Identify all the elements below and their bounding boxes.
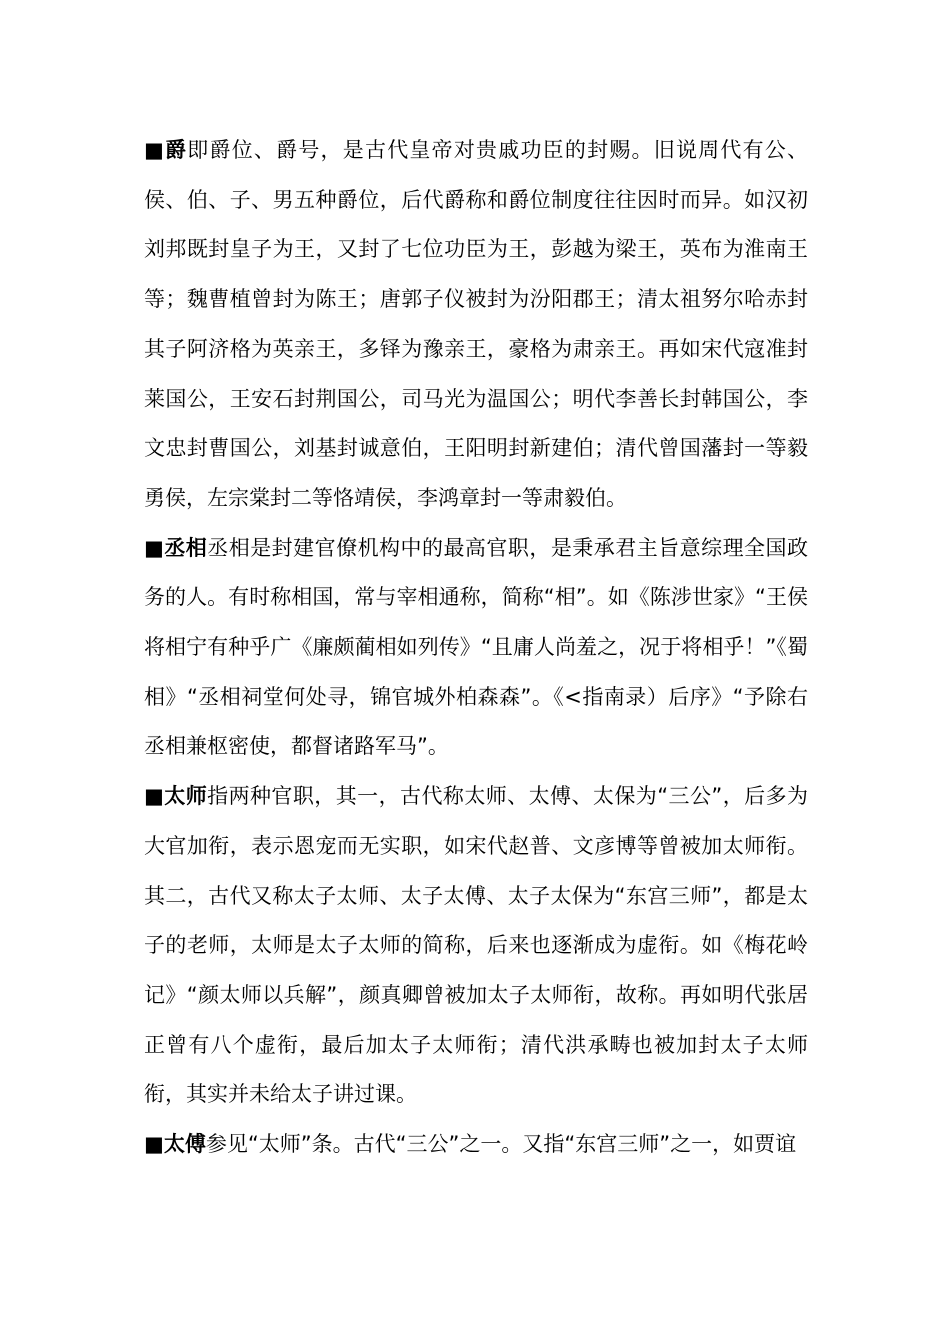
entry-jue: [144, 126, 808, 524]
entry-term: ■太傅: [144, 1132, 206, 1157]
entry-text: 即爵位、爵号，是古代皇帝对贵戚功臣的封赐。旧说周代有公、侯、伯、子、男五种爵位，后代爵称和爵位制度往往因时而异。如汉初刘邦既封皇子为王，又封了七位功臣为王，彭越为梁王，英布为淮南王等；魏曹植曾封为陈王；唐郭子仪被封为汾阳郡王；清太祖努尔哈赤封其子阿济格为英亲王，多铎为豫亲王，豪格为肃亲王。再如宋代寇准封莱国公，王安石封荆国公，司马光为温国公；明代李善长封韩国公，李文忠封曹国公，刘基封诚意伯，王阳明封新建伯；清代曾国藩封一等毅勇侯，左宗棠封二等恪靖侯，李鸿章封一等肃毅伯。: [144, 138, 809, 510]
entry-taifu: [144, 1120, 808, 1170]
entry-text: 指两种官职，其一，古代称太师、太傅、太保为“三公”，后多为大官加衔，表示恩宠而无实职，如宋代赵普、文彦博等曾被加太师衔。其二，古代又称太子太师、太子太傅、太子太保为“东宫三师”，都是太子的老师，太师是太子太师的简称，后来也逐渐成为虚衔。如《梅花岭记》“颜太师以兵解”，颜真卿曾被加太子太师衔，故称。再如明代张居正曾有八个虚衔，最后加太子太师衔；清代洪承畴也被加封太子太师衔，其实并未给太子讲过课。: [144, 784, 808, 1107]
entry-text: 丞相是封建官僚机构中的最高官职，是秉承君主旨意综理全国政务的人。有时称相国，常与宰相通称，简称“相”。如《陈涉世家》“王侯将相宁有种乎广《廉颇蔺相如列传》“且庸人尚羞之，况于将相乎！”《蜀相》“丞相祠堂何处寻，锦官城外柏森森”。《<指南录）后序》“予除右丞相兼枢密使，都督诸路军马”。: [144, 535, 809, 759]
document-page: [144, 126, 808, 1170]
entry-term: ■爵: [144, 138, 188, 162]
entry-taishi: [144, 772, 808, 1120]
entry-text: 参见“太师”条。古代“三公”之一。又指“东宫三师”之一，如贾谊: [205, 1132, 797, 1157]
entry-chengxiang: [144, 524, 808, 773]
entry-term: ■丞相: [144, 535, 208, 560]
entry-term: ■太师: [144, 784, 208, 809]
